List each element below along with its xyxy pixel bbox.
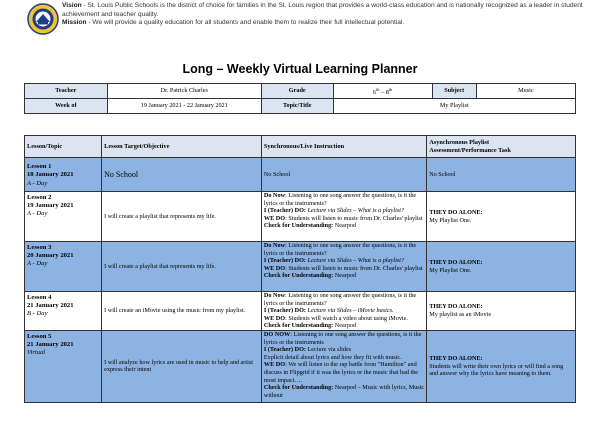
- text-line: [264, 307, 424, 315]
- text-line: [264, 242, 424, 257]
- line-text: Nearpod: [333, 322, 357, 330]
- lesson-day: Virtual: [27, 349, 46, 357]
- week-value: 19 January 2021 - 22 January 2021: [107, 99, 261, 114]
- line-text: : Students will listen to music from Dr. Charles' playlist: [285, 264, 423, 272]
- line-text: : Listening to one song answer the questions, is it the lyrics or the instruments?: [263, 192, 417, 207]
- text-line: [264, 292, 424, 307]
- line-text: : Listening to one song answer the questions, is it the lyrics or the instruments?: [263, 292, 417, 307]
- text-line: [264, 354, 424, 362]
- mission-label: Mission: [62, 19, 87, 27]
- line-text: : Listening to one song answer the questions, is it the lyrics or the instruments?: [263, 242, 417, 257]
- header-lesson: Lesson/Topic: [25, 136, 102, 158]
- text-line: [429, 209, 573, 217]
- lesson-row: [25, 192, 576, 242]
- sync-instruction: [261, 158, 426, 192]
- lesson-target: I will create a playlist that represents my life.: [102, 192, 262, 242]
- line-text: Nearpod: [333, 222, 357, 230]
- bold-label: DO NOW: [263, 330, 291, 338]
- lesson-target: I will create a playlist that represents my life.: [102, 242, 262, 292]
- lesson-cell: [25, 292, 102, 331]
- lesson-date: 20 January 2021: [27, 252, 74, 260]
- week-label: Week of: [25, 99, 108, 114]
- bold-label: Check for Understanding:: [263, 272, 334, 280]
- async-task: [427, 242, 576, 292]
- line-text: Nearpod: [333, 272, 357, 280]
- sync-instruction: [261, 242, 426, 292]
- text-line: [264, 265, 424, 273]
- text-line: [429, 259, 573, 267]
- subject-value: Music: [476, 84, 575, 99]
- sync-instruction: [261, 192, 426, 242]
- grade-label: Grade: [261, 84, 333, 99]
- lesson-date: 21 January 2021: [27, 302, 74, 310]
- vision-statement: [62, 2, 594, 19]
- bold-label: THEY DO ALONE:: [429, 303, 483, 311]
- text-line: [429, 303, 573, 311]
- line-text: : Students will listen to music from Dr. Charles' playlist: [285, 214, 423, 222]
- text-line: [264, 222, 424, 230]
- lesson-name: Lesson 2: [27, 194, 52, 201]
- lesson-date: 21 January 2021: [27, 341, 74, 349]
- lesson-date: 19 January 2021: [27, 202, 74, 210]
- bold-label: I (Teacher) DO:: [263, 307, 306, 315]
- bold-label: Do Now: [263, 292, 286, 299]
- lesson-row: [25, 158, 576, 192]
- lesson-name: Lesson 1: [27, 163, 52, 171]
- async-task: [427, 158, 576, 192]
- vision-label: Vision: [62, 2, 82, 9]
- topic-label: Topic/Title: [261, 99, 333, 114]
- line-text: : Students will watch a video about using iMovie.: [285, 314, 408, 322]
- bold-label: THEY DO ALONE:: [429, 258, 483, 266]
- bold-label: Check for Understanding:: [263, 222, 334, 230]
- line-text: No School: [263, 170, 291, 178]
- line-text: Lecture via Slides – iMovie basics.: [305, 307, 394, 315]
- lesson-day: A - Day: [27, 210, 48, 218]
- sync-instruction: [261, 330, 426, 402]
- mission-text: - We will provide a quality education for all students and enable them to realize their full intellectual potential.: [86, 19, 405, 27]
- text-line: [264, 257, 424, 265]
- text-line: [264, 346, 424, 354]
- text-line: [264, 207, 424, 215]
- line-text: No School: [429, 170, 456, 178]
- lesson-name: Lesson 4: [27, 294, 52, 301]
- lesson-row: [25, 242, 576, 292]
- sync-instruction: [261, 292, 426, 331]
- lesson-day: A - Day: [27, 179, 48, 187]
- text-line: [264, 272, 424, 280]
- text-line: [264, 331, 424, 346]
- mission-statement: [62, 19, 594, 28]
- lesson-cell: [25, 192, 102, 242]
- async-task: [427, 192, 576, 242]
- text-line: [264, 322, 424, 330]
- text-line: [264, 192, 424, 207]
- bold-label: WE DO: [263, 264, 286, 272]
- bold-label: WE DO: [263, 214, 286, 222]
- bold-label: THEY DO ALONE:: [429, 208, 483, 216]
- lesson-cell: [25, 158, 102, 192]
- line-text: My Playlist One.: [429, 266, 472, 274]
- line-text: Nearpod – Music with lyrics, Music without: [263, 384, 425, 399]
- lesson-day: A - Day: [27, 260, 48, 268]
- page-title: Long – Weekly Virtual Learning Planner: [182, 62, 418, 76]
- bold-label: Do Now: [263, 192, 286, 199]
- line-text: My Playlist One.: [429, 216, 472, 224]
- lesson-target: No School: [102, 158, 262, 192]
- text-line: [429, 217, 573, 225]
- bold-label: I (Teacher) DO:: [263, 257, 306, 265]
- line-text: : Listening to one song answer the questions, is it the lyrics or the instruments: [263, 330, 422, 346]
- lesson-name: Lesson 5: [27, 332, 52, 340]
- line-text: My playlist as an iMovie: [429, 310, 492, 318]
- info-row-1: [25, 84, 576, 99]
- lesson-target: I will analyze how lyrics are used in music to help and artist express their intent: [102, 330, 262, 402]
- teacher-label: Teacher: [25, 84, 108, 99]
- bold-label: THEY DO ALONE:: [429, 355, 483, 363]
- bold-label: WE DO: [263, 314, 286, 322]
- lesson-cell: [25, 242, 102, 292]
- bold-label: I (Teacher) DO:: [263, 207, 306, 215]
- vision-mission: [62, 2, 594, 28]
- teacher-value: Dr. Patrick Charles: [107, 84, 261, 99]
- lesson-name: Lesson 3: [27, 244, 52, 251]
- text-line: [264, 384, 424, 399]
- text-line: [264, 361, 424, 384]
- lesson-target: I will create an iMovie using the music from my playlist.: [102, 292, 262, 331]
- bold-label: WE DO: [263, 361, 286, 369]
- text-line: [264, 315, 424, 323]
- line-text: Lecture via Slides – What is a playlist?: [305, 207, 405, 215]
- lesson-row: [25, 292, 576, 331]
- topic-value: My Playlist: [333, 99, 575, 114]
- subject-label: Subject: [432, 84, 476, 99]
- header-sync: Synchronous/Live Instruction: [261, 136, 426, 158]
- header-target: Lesson Target/Objective: [102, 136, 262, 158]
- bold-label: I (Teacher) DO:: [263, 346, 306, 354]
- lesson-date: 18 January 2021: [27, 171, 74, 179]
- async-task: [427, 292, 576, 331]
- text-line: [429, 363, 573, 378]
- line-text: Students will write their own lyrics or will find a song and answer why the lyrics have meaning to them.: [429, 362, 564, 378]
- lesson-row: [25, 330, 576, 402]
- header-async: Asynchronous Playlist Assessment/Performance Task: [427, 136, 576, 158]
- district-logo: [27, 3, 59, 35]
- text-line: [264, 215, 424, 223]
- line-text: Lecture via Slides – What is a playlist?: [305, 257, 405, 265]
- planner-table: [24, 135, 576, 403]
- bold-label: Check for Understanding:: [263, 322, 334, 330]
- planner-header-row: [25, 136, 576, 158]
- lesson-cell: [25, 330, 102, 402]
- info-table: [24, 83, 576, 114]
- line-text: Lecture via slides: [305, 346, 352, 354]
- bold-label: Check for Understanding:: [263, 384, 334, 392]
- bold-label: Do Now: [263, 242, 286, 249]
- text-line: [264, 171, 424, 179]
- text-line: [429, 267, 573, 275]
- lesson-day: B - Day: [27, 310, 48, 318]
- vision-text: - St. Louis Public Schools is the district of choice for families in the St. Louis region that provides a world-class education and is nationally recognized as a leader in student achievement and teacher quality.: [62, 2, 583, 18]
- text-line: [429, 311, 573, 319]
- text-line: [429, 171, 573, 179]
- grade-value: 6th – 8th: [333, 84, 432, 99]
- async-task: [427, 330, 576, 402]
- line-text: : We will listen to the rap battle from "Hamilton" and discuss in Flipgrid if it was the lyrics or the music that had the most impact….: [263, 361, 419, 384]
- text-line: [429, 355, 573, 363]
- info-row-2: [25, 99, 576, 114]
- line-text: Explicit detail about lyrics and how they fit with music.: [263, 353, 402, 361]
